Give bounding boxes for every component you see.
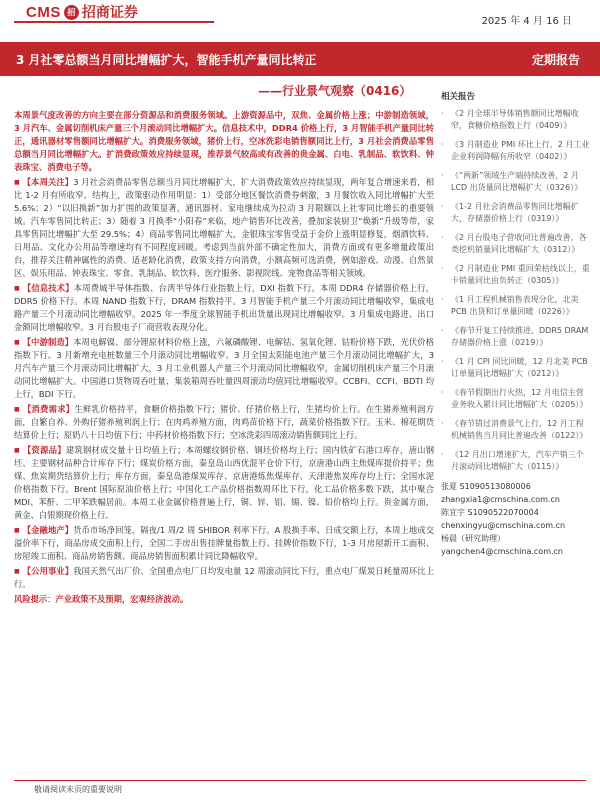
section-body: 我国天然气出厂价、全国重点电厂日均发电量 12 周滚动同比下行，重点电厂煤炭日耗量周环比上行。 bbox=[14, 566, 435, 589]
section-body: 建筑钢材成交量十日均值上行；本周螺纹钢价格、钢坯价格均上行；国内铁矿石港口库存，唐山钢坯、主要钢材品种合计库存下行；煤炭价格方面，秦皇岛山西优混平仓价下行，京唐港山西主焦煤库提价持平；焦煤、焦炭期货结算价上行；库存方面，秦皇岛港煤炭库存、京唐港炼焦煤库存、天津港焦炭库存均上行；全国水泥价格指数下行。Brent 国际原油价格上行；中国化工产品价格指数周环比下行，化工品价格多数下跌，其中聚合 MDI、苯酐、二甲苯跌幅居前。本周工业金属价格普遍上行，铜、锌、铝、锡、镍、铅价格均上行。贵金属方面，黄金、白银期现价格上行。 bbox=[14, 445, 434, 520]
section-finance-realestate bbox=[14, 524, 434, 563]
risk-warning: 风险提示：产业政策不及预期，宏观经济波动。 bbox=[14, 594, 189, 604]
section-resources bbox=[14, 444, 434, 522]
related-report-link[interactable] bbox=[441, 263, 591, 287]
bullet-square-icon: ■ bbox=[14, 179, 20, 186]
logo-cms-text: CMS bbox=[26, 3, 61, 21]
related-report-link[interactable] bbox=[441, 418, 591, 442]
related-report-link[interactable] bbox=[441, 356, 591, 380]
section-head: 【资源品】 bbox=[22, 445, 66, 455]
analyst-email[interactable]: yangchen4@cmschina.com.cn bbox=[441, 547, 563, 556]
related-report-link[interactable] bbox=[441, 170, 591, 194]
bullet-dot-icon: · bbox=[441, 357, 444, 366]
bullet-dot-icon: · bbox=[441, 109, 444, 118]
bullet-square-icon: ■ bbox=[14, 527, 20, 534]
related-report-title: 《春节开复工持续推进，DDR5 DRAM 存储器价格上涨（0219）》 bbox=[451, 326, 589, 347]
section-utilities bbox=[14, 565, 434, 591]
section-head: 【公用事业】 bbox=[22, 566, 74, 576]
section-body: 生鲜乳价格持平，食糖价格指数下行；猪价、仔猪价格上行，生猪均价上行。在生猪养殖利润方面，自繁自养、外购仔猪养殖利润上行；在肉鸡养殖方面，肉鸡苗价格下行，蔬菜价格指数下行。玉米、棉花期货结算价上行；原奶八十日均值下行；中药材价格指数下行；空冰洗彩四周滚动销售额同比上行。 bbox=[14, 404, 434, 440]
related-reports-title: 相关报告 bbox=[441, 92, 476, 102]
related-report-title: 《12 月出口增速扩大，汽车产销三个月滚动同比增幅扩大（0115）》 bbox=[451, 450, 584, 471]
related-report-link[interactable] bbox=[441, 387, 591, 411]
related-report-title: 《“两新”领域生产端持续改善，2 月 LCD 出货量同比增幅扩大（0326）》 bbox=[451, 171, 583, 192]
section-it bbox=[14, 282, 434, 334]
bullet-square-icon: ■ bbox=[14, 406, 20, 413]
related-report-link[interactable] bbox=[441, 325, 591, 349]
report-date: 2025 年 4 月 16 日 bbox=[481, 16, 572, 27]
analyst-name: 张夏 S1090513080006 bbox=[441, 482, 531, 491]
related-report-title: 《春节假期出行火热，12 月电信主营业务收入累计同比增幅扩大（0205）》 bbox=[451, 388, 588, 409]
related-report-link[interactable] bbox=[441, 449, 591, 473]
related-report-title: 《1 月工程机械销售表现分化，北美 PCB 出货和订单量回暖（0226）》 bbox=[451, 295, 579, 316]
bullet-square-icon: ■ bbox=[14, 285, 20, 292]
related-report-link[interactable] bbox=[441, 139, 591, 163]
sidebar bbox=[441, 90, 591, 558]
section-head: 【中游制造】 bbox=[22, 337, 74, 347]
section-body: 本周费城半导体指数、台湾半导体行业指数上行，DXI 指数下行。本周 DDR4 存储器价格上行，DDR5 价格下行。本周 NAND 指数下行，DRAM 指数持平。3 月智能手机产量三个月滚动同比增幅收窄，集成电路产量三个月滚动同比增幅收窄。2025 年一季度全球智能手机出货量出现同比增幅收窄。3 月集成电路进、出口金额同比增幅收窄。3 月台股电子厂商营收表现分化。 bbox=[14, 283, 434, 332]
related-report-title: 《2 月全球半导体销售额同比增幅收窄，食糖价格指数上行（0409）》 bbox=[451, 109, 579, 130]
bullet-dot-icon: · bbox=[441, 140, 444, 149]
bullet-dot-icon: · bbox=[441, 233, 444, 242]
related-report-title: 《1-2 月社会消费品零售同比增幅扩大，存储器价格上行（0319）》 bbox=[451, 202, 579, 223]
report-body bbox=[14, 109, 434, 606]
analyst-email[interactable]: zhangxia1@cmschina.com.cn bbox=[441, 495, 560, 504]
bullet-dot-icon: · bbox=[441, 295, 444, 304]
bullet-dot-icon: · bbox=[441, 171, 444, 180]
bullet-dot-icon: · bbox=[441, 419, 444, 428]
section-head: 【金融地产】 bbox=[22, 525, 74, 535]
logo-cn-text: 招商证券 bbox=[81, 5, 138, 21]
section-head: 【本周关注】 bbox=[22, 177, 74, 187]
section-consumption bbox=[14, 403, 434, 442]
bullet-dot-icon: · bbox=[441, 450, 444, 459]
section-midstream bbox=[14, 336, 434, 401]
related-report-link[interactable] bbox=[441, 232, 591, 256]
section-body: 3 月社会消费品零售总额当月同比增幅扩大，扩大消费政策效应持续显现，两年复合增速来看，相比 1-2 月有所收窄。结构上，政策驱动作用明显：1）受部分地区餐饮消费券刺激，3 月餐饮收入同比增幅扩大至 5.6%；2）“以旧换新”加力扩围的政策显著，通讯器材、家电继续成为拉动 3 月限额以上社零同比增长的重要领域。汽车零售同比转正；3）随着 3 月换季“小阳春”来临，地产销售环比改善，叠加家装厨卫“焕新”升级等带，家具零售同比增幅扩大至 29.5%；4）商品零售同比增幅扩大，金银珠宝零售受益于金价上涨明显修复，烟酒饮料、日用品、文化办公用品等增速均有不同程度回暖。考虑到当前外部不确定性加大，消费方面或有更多增量政策出台，推荐关注精神属性的消费、适老龄化消费，政策支持方向消费，小额高频可选消费，例如游戏、动漫、自然景区、娱乐用品、钟表珠宝、零食、乳制品、软饮料、医疗服务、影视院线、宠物食品等相关领域。 bbox=[14, 177, 434, 278]
summary-paragraph: 本周景气度改善的方向主要在部分资源品和消费服务领域。上游资源品中，双焦、金属价格上涨；中游制造领域，3 月汽车、金属切削机床产量三个月滚动同比增幅扩大。信息技术中，DDR4 价格上行，3 月智能手机产量同比转正，通讯器材零售额同比增幅扩大。消费服务领域，猪价上行，空冰洗彩电销售额同比上行，3 月社会消费品零售总额当月同比增幅扩大。扩消费政策效应持续显现，推荐景气较高或有改善的贵金属、白电、乳制品、软饮料、钟表珠宝、消费电子等。 bbox=[14, 110, 434, 172]
section-head: 【信息技术】 bbox=[22, 283, 74, 293]
related-report-title: 《3 月制造业 PMI 环比上行，2 月工业企业利润降幅有所收窄（0402）》 bbox=[451, 140, 590, 161]
analyst-contacts bbox=[441, 480, 591, 558]
bullet-dot-icon: · bbox=[441, 264, 444, 273]
bullet-square-icon: ■ bbox=[14, 339, 20, 346]
title-band bbox=[0, 42, 600, 76]
analyst-name: 杨晨（研究助理） bbox=[441, 534, 505, 543]
bullet-dot-icon: · bbox=[441, 202, 444, 211]
section-body: 货币市场净回笼，隔夜/1 周/2 周 SHIBOR 利率下行。A 股换手率、日成交额上行，本周上地成交溢价率下行，商品房成交面积上行，全国二手房出售挂牌量指数上行、挂牌价指数下行，1-3 月房屋新开工面积、房屋竣工面积、商品房销售额、商品房销售面积累计同比降幅收窄。 bbox=[14, 525, 434, 561]
related-reports-list bbox=[441, 108, 591, 473]
cms-logo bbox=[26, 2, 138, 22]
footer-note: 敬请阅读末页的重要说明 bbox=[34, 785, 122, 794]
related-report-link[interactable] bbox=[441, 108, 591, 132]
related-report-link[interactable] bbox=[441, 294, 591, 318]
related-report-title: 《1 月 CPI 同比回暖，12 月北美 PCB 订单量同比增幅扩大（0212）》 bbox=[451, 357, 588, 378]
bullet-dot-icon: · bbox=[441, 388, 444, 397]
related-report-link[interactable] bbox=[441, 201, 591, 225]
logo-underline bbox=[14, 21, 214, 23]
section-head: 【消费需求】 bbox=[22, 404, 75, 414]
logo-emblem-icon: 招 bbox=[64, 5, 79, 20]
report-subtitle: ——行业景气观察（0416） bbox=[258, 84, 412, 98]
related-report-title: 《2 月制造业 PMI 重回荣枯线以上，重卡销量同比由负转正（0305）》 bbox=[451, 264, 590, 285]
bullet-square-icon: ■ bbox=[14, 568, 20, 575]
analyst-email[interactable]: chenxingyu@cmschina.com.cn bbox=[441, 521, 566, 530]
footer-divider bbox=[14, 780, 586, 781]
bullet-dot-icon: · bbox=[441, 326, 444, 335]
report-type-tag: 定期报告 bbox=[531, 53, 580, 67]
section-body: 本周电解镍、部分锂原材料价格上涨，六氟磷酸锂、电解钴、氢氧化锂、钴粉价格下跌，光伏价格指数下行。3 月新增充电桩数量三个月滚动同比增幅收窄。3 月全国太阳能电池产量三个月滚动同比增幅扩大，3 月汽车产量三个月滚动同比增幅扩大，3 月工业机器人产量三个月滚动同比增幅收窄，金属切削机床产量三个月滚动同比增幅扩大。中国港口货物周吞吐量、集装箱周吞吐量四周滚动均值同比增幅收窄。CCBFI、CCFI、BDTI 均上行，BDI 下行。 bbox=[14, 337, 434, 399]
report-title: 3 月社零总额当月同比增幅扩大，智能手机产量同比转正 bbox=[16, 53, 317, 67]
related-report-title: 《春节错过消费景气上行，12 月工程机械销售当月同比普遍改善（0122）》 bbox=[451, 419, 588, 440]
analyst-name: 陈宜宇 S1090522070004 bbox=[441, 508, 539, 517]
section-focus bbox=[14, 176, 434, 280]
page-header bbox=[0, 0, 600, 30]
related-report-title: 《2 月台股电子营收同比普遍改善，各类挖机销量同比增幅扩大（0312）》 bbox=[451, 233, 587, 254]
bullet-square-icon: ■ bbox=[14, 447, 20, 454]
